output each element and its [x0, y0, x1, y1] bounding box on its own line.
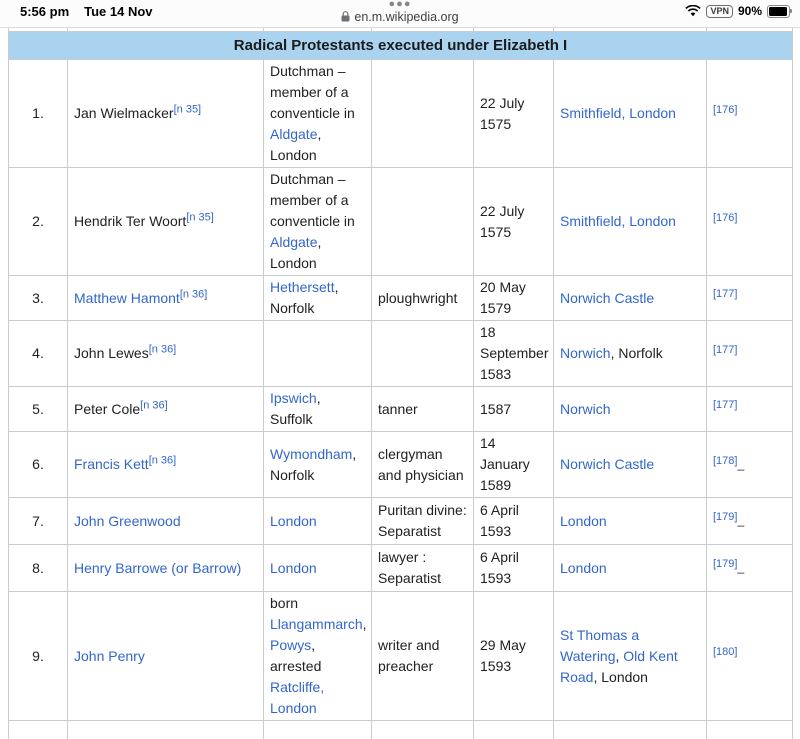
date-cell: 1587 [474, 387, 554, 432]
wifi-icon [685, 5, 701, 17]
table-title-row [9, 32, 793, 60]
row-number-cell: 2. [9, 168, 68, 276]
origin-cell [264, 321, 372, 387]
row-number-cell: 6. [9, 432, 68, 498]
origin-cell [264, 387, 372, 432]
page-content [8, 28, 792, 739]
place-cell [554, 545, 707, 592]
empty-cell [707, 721, 793, 739]
occupation-cell: lawyer : Separatist [372, 545, 474, 592]
lock-icon [341, 11, 350, 22]
ref-cell [707, 387, 793, 432]
occupation-cell: Puritan divine: Separatist [372, 498, 474, 545]
footnote-ref[interactable]: [n 35] [186, 211, 214, 223]
row-number-cell: 4. [9, 321, 68, 387]
date-cell: 14 January 1589 [474, 432, 554, 498]
occupation-cell [372, 321, 474, 387]
date-cell: 22 July 1575 [474, 60, 554, 168]
table-row [9, 276, 793, 321]
row-number-cell: 7. [9, 498, 68, 545]
executions-table [8, 28, 793, 739]
place-cell [554, 276, 707, 321]
ref-cell [707, 321, 793, 387]
date-cell: 22 July 1575 [474, 168, 554, 276]
text-segment: Jan Wielmacker [74, 105, 174, 121]
empty-cell [9, 721, 68, 739]
text-segment: , London [593, 669, 648, 685]
wiki-link[interactable]: London [560, 513, 607, 529]
origin-cell [264, 545, 372, 592]
origin-cell [264, 60, 372, 168]
text-segment: Dutchman – member of a conventicle in [270, 63, 355, 121]
origin-cell [264, 592, 372, 721]
citation-ref[interactable]: [178] [713, 455, 737, 467]
occupation-cell [372, 60, 474, 168]
ref-suffix: _ [737, 457, 744, 471]
citation-ref[interactable]: [176] [713, 212, 737, 224]
wiki-link[interactable]: Aldgate [270, 234, 317, 250]
table-row [9, 387, 793, 432]
name-cell [68, 545, 264, 592]
text-segment: , Suffolk [270, 390, 321, 427]
text-segment: , Norfolk [611, 345, 663, 361]
citation-ref[interactable]: [179] [713, 558, 737, 570]
wiki-link[interactable]: Hethersett [270, 279, 335, 295]
table-row [9, 432, 793, 498]
ref-cell [707, 276, 793, 321]
citation-ref[interactable]: [176] [713, 104, 737, 116]
text-segment: Hendrik Ter Woort [74, 213, 186, 229]
footnote-ref[interactable]: [n 36] [140, 399, 168, 411]
wiki-link[interactable]: London [270, 513, 317, 529]
date-cell: 6 April 1593 [474, 498, 554, 545]
origin-cell [264, 498, 372, 545]
address-bar[interactable] [0, 9, 800, 25]
table-row [9, 60, 793, 168]
wiki-link[interactable]: Henry Barrowe (or Barrow) [74, 560, 241, 576]
empty-cell [264, 721, 372, 739]
ref-cell [707, 60, 793, 168]
ref-suffix: _ [737, 560, 744, 574]
ref-cell [707, 168, 793, 276]
occupation-cell: writer and preacher [372, 592, 474, 721]
name-cell [68, 432, 264, 498]
citation-ref[interactable]: [179] [713, 511, 737, 523]
citation-ref[interactable]: [177] [713, 399, 737, 411]
place-cell [554, 432, 707, 498]
ref-cell [707, 545, 793, 592]
place-cell [554, 321, 707, 387]
table-row [9, 592, 793, 721]
wiki-link[interactable]: Smithfield, London [560, 105, 676, 121]
battery-icon [767, 5, 790, 18]
wiki-link[interactable]: Ipswich [270, 390, 317, 406]
place-cell [554, 498, 707, 545]
occupation-cell [372, 168, 474, 276]
wiki-link[interactable]: Ratcliffe, London [270, 679, 324, 716]
name-cell [68, 321, 264, 387]
date-cell: 18 September 1583 [474, 321, 554, 387]
name-cell [68, 592, 264, 721]
wiki-link[interactable]: Aldgate [270, 126, 317, 142]
ref-cell [707, 592, 793, 721]
text-segment: , [616, 648, 624, 664]
row-number-cell: 5. [9, 387, 68, 432]
wiki-link[interactable]: John Penry [74, 648, 145, 664]
origin-cell [264, 276, 372, 321]
wiki-link[interactable]: Norwich [560, 401, 611, 417]
empty-cell [372, 721, 474, 739]
status-right [685, 4, 790, 18]
clock-label: 5:56 pm [20, 4, 69, 19]
empty-cell [474, 721, 554, 739]
name-cell [68, 60, 264, 168]
place-cell [554, 592, 707, 721]
row-number-cell: 1. [9, 60, 68, 168]
more-button[interactable]: ●●● [0, 0, 800, 9]
wiki-link[interactable]: Francis Kett [74, 456, 149, 472]
table-title: Radical Protestants executed under Elizabeth I [9, 32, 793, 60]
footnote-ref[interactable]: [n 35] [174, 103, 202, 115]
origin-cell [264, 168, 372, 276]
ref-cell [707, 498, 793, 545]
table-row [9, 498, 793, 545]
text-segment: Peter Cole [74, 401, 140, 417]
footnote-ref[interactable]: [n 36] [149, 454, 177, 466]
text-segment: Dutchman – member of a conventicle in [270, 171, 355, 229]
date-cell: 20 May 1579 [474, 276, 554, 321]
partial-row-below [9, 721, 793, 739]
url-label: en.m.wikipedia.org [354, 10, 458, 24]
place-cell [554, 168, 707, 276]
origin-cell [264, 432, 372, 498]
date-cell: 29 May 1593 [474, 592, 554, 721]
row-number-cell: 3. [9, 276, 68, 321]
battery-percent-label: 90% [738, 4, 762, 18]
citation-ref[interactable]: [177] [713, 344, 737, 356]
date-cell: 6 April 1593 [474, 545, 554, 592]
citation-ref[interactable]: [180] [713, 646, 737, 658]
occupation-cell: tanner [372, 387, 474, 432]
wiki-link[interactable]: John Greenwood [74, 513, 181, 529]
name-cell [68, 498, 264, 545]
table-body [9, 28, 793, 739]
wiki-link[interactable]: Norwich Castle [560, 290, 654, 306]
wiki-link[interactable]: Matthew Hamont [74, 290, 180, 306]
name-cell [68, 387, 264, 432]
wiki-link[interactable]: Wymondham [270, 446, 352, 462]
row-number-cell: 8. [9, 545, 68, 592]
empty-cell [554, 721, 707, 739]
browser-chrome [0, 0, 800, 28]
footnote-ref[interactable]: [n 36] [149, 343, 177, 355]
wiki-link[interactable]: London [270, 560, 317, 576]
text-segment: born [270, 595, 298, 611]
table-row [9, 545, 793, 592]
table-row [9, 321, 793, 387]
citation-ref[interactable]: [177] [713, 288, 737, 300]
text-segment: , [363, 616, 367, 632]
wiki-link[interactable]: Smithfield, London [560, 213, 676, 229]
place-cell [554, 60, 707, 168]
text-segment: John Lewes [74, 345, 149, 361]
wiki-link[interactable]: Old Kent Road [560, 648, 678, 685]
wiki-link[interactable]: London [560, 560, 607, 576]
text-segment: , Norfolk [270, 279, 338, 316]
wiki-link[interactable]: Norwich Castle [560, 456, 654, 472]
wiki-link[interactable]: St Thomas a Watering [560, 627, 639, 664]
wiki-link[interactable]: Powys [270, 637, 311, 653]
vpn-badge: VPN [706, 5, 733, 18]
place-cell [554, 387, 707, 432]
text-segment: , London [270, 126, 321, 163]
date-label: Tue 14 Nov [84, 4, 152, 19]
empty-cell [68, 721, 264, 739]
row-number-cell: 9. [9, 592, 68, 721]
footnote-ref[interactable]: [n 36] [180, 288, 208, 300]
text-segment: , Norfolk [270, 446, 356, 483]
name-cell [68, 168, 264, 276]
table-row [9, 168, 793, 276]
name-cell [68, 276, 264, 321]
wiki-link[interactable]: Llangammarch [270, 616, 363, 632]
text-segment: , London [270, 234, 321, 271]
ref-suffix: _ [737, 513, 744, 527]
wiki-link[interactable]: Norwich [560, 345, 611, 361]
text-segment: , arrested [270, 637, 321, 674]
ref-cell [707, 432, 793, 498]
occupation-cell: ploughwright [372, 276, 474, 321]
occupation-cell: clergyman and physician [372, 432, 474, 498]
